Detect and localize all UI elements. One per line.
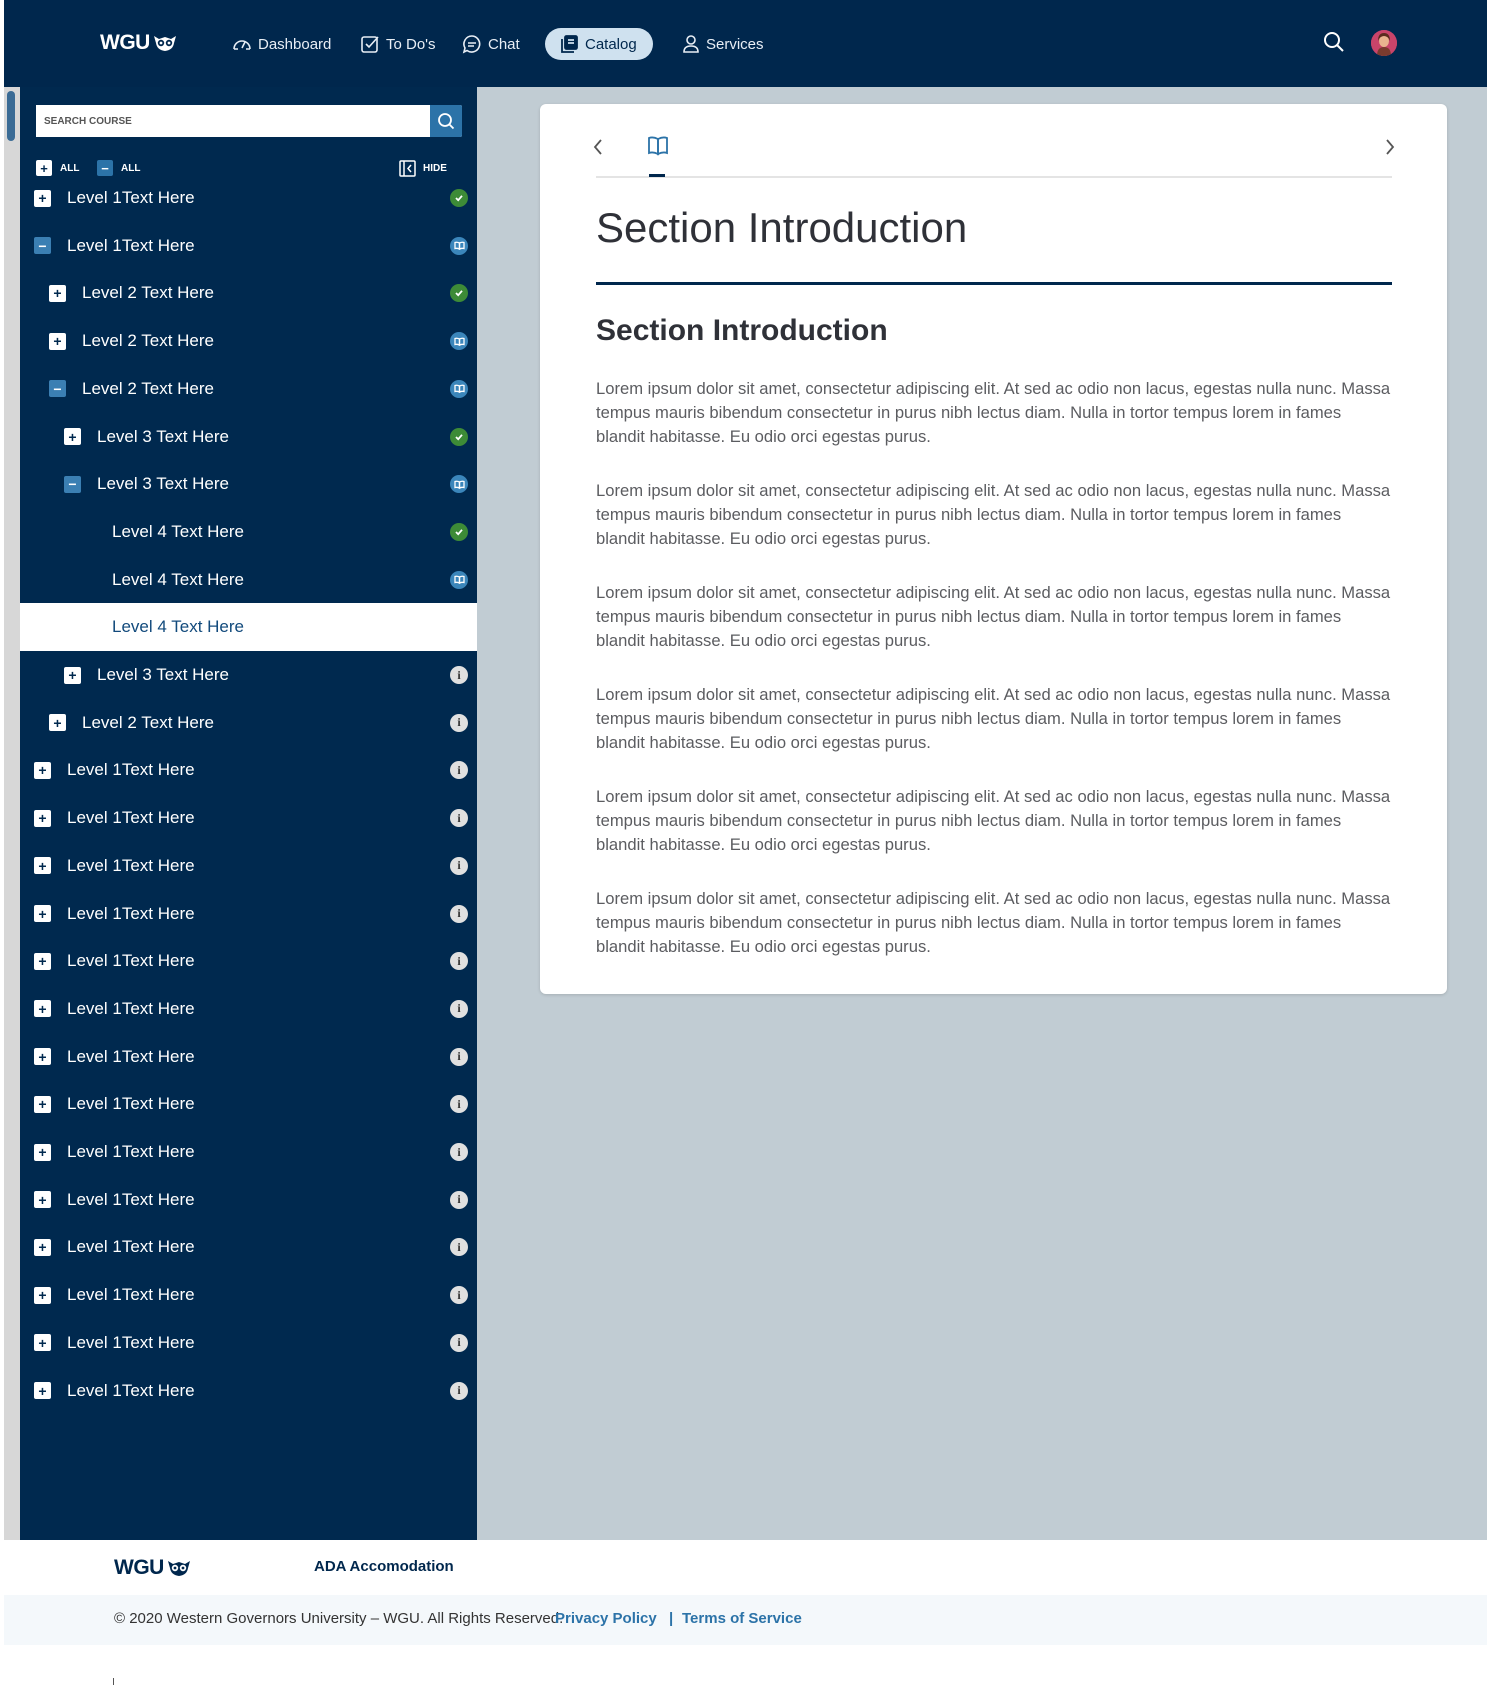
book-reading-icon <box>450 237 468 255</box>
expand-plus-icon[interactable]: + <box>34 1287 51 1304</box>
hide-label: HIDE <box>423 163 447 174</box>
nav-services[interactable] <box>682 28 764 60</box>
course-search-button[interactable] <box>430 105 462 137</box>
info-icon: i <box>450 809 468 827</box>
paragraph: Lorem ipsum dolor sit amet, consectetur adipiscing elit. At sed ac odio non lacus, egestas nulla nunc. Massa tempus mauris bibendum consectetur in purus nibh lectus diam. Nulla in tortor tempus lorem in fames blandit habitasse. Eu odio orci egestas purus. <box>596 583 1391 650</box>
info-icon: i <box>450 1143 468 1161</box>
footer-separator: | <box>669 1610 674 1627</box>
wgu-logo[interactable] <box>100 31 177 55</box>
nav-catalog[interactable] <box>545 28 653 60</box>
tree-item-level-1[interactable] <box>20 985 477 1033</box>
nav-chat[interactable] <box>462 28 520 60</box>
checkmark-complete-icon <box>450 523 468 541</box>
tree-item-label: Level 1Text Here <box>67 188 195 207</box>
expand-all-label: ALL <box>60 162 80 174</box>
tree-item-level-1[interactable] <box>20 1033 477 1081</box>
nav-dashboard-label: Dashboard <box>258 35 332 53</box>
info-icon: i <box>450 666 468 684</box>
expand-plus-icon[interactable]: + <box>34 1000 51 1017</box>
tree-item-level-1[interactable] <box>20 1223 477 1271</box>
tree-item-label: Level 1Text Here <box>67 808 195 828</box>
dashboard-gauge-icon <box>232 35 252 53</box>
paragraph: Lorem ipsum dolor sit amet, consectetur adipiscing elit. At sed ac odio non lacus, egestas nulla nunc. Massa tempus mauris bibendum consectetur in purus nibh lectus diam. Nulla in tortor tempus lorem in fames blandit habitasse. Eu odio orci egestas purus. <box>596 379 1391 446</box>
expand-plus-icon[interactable]: + <box>49 285 66 302</box>
tree-item-label: Level 3 Text Here <box>97 426 229 446</box>
book-reading-icon <box>450 380 468 398</box>
checkmark-complete-icon <box>450 284 468 302</box>
page-scrollbar-thumb[interactable] <box>7 91 15 141</box>
previous-section-button[interactable] <box>590 136 606 163</box>
tree-item-level-1[interactable] <box>20 937 477 985</box>
tree-item-level-2[interactable] <box>20 317 477 365</box>
info-icon: i <box>450 1286 468 1304</box>
text-cursor <box>113 1678 114 1685</box>
tree-item-level-3[interactable] <box>20 651 477 699</box>
info-icon: i <box>450 1238 468 1256</box>
copyright-text: © 2020 Western Governors University – WGU. All Rights Reserved. <box>114 1610 564 1627</box>
course-navigation-sidebar <box>20 87 477 1540</box>
tree-item-level-1[interactable] <box>20 1128 477 1176</box>
wgu-logo-text: WGU <box>100 31 150 54</box>
page-title: Section Introduction <box>596 204 968 251</box>
tree-item-label: Level 2 Text Here <box>82 283 214 303</box>
tree-item-level-4[interactable] <box>20 556 477 604</box>
checkmark-complete-icon <box>450 428 468 446</box>
info-icon: i <box>450 1382 468 1400</box>
privacy-policy-link[interactable]: Privacy Policy <box>555 1610 657 1627</box>
footer-logo-text: WGU <box>114 1556 164 1579</box>
user-avatar-icon <box>1371 30 1397 56</box>
tree-item-level-1[interactable] <box>20 842 477 890</box>
tree-item-label: Level 4 Text Here <box>112 569 244 589</box>
course-search <box>36 105 462 137</box>
expand-plus-icon[interactable]: + <box>34 190 51 207</box>
expand-plus-icon[interactable]: + <box>34 1144 51 1161</box>
tree-item-label: Level 4 Text Here <box>112 521 244 541</box>
book-reading-icon <box>450 475 468 493</box>
search-icon <box>1323 31 1345 53</box>
minus-icon: − <box>97 160 113 176</box>
tree-item-label: Level 1Text Here <box>67 1285 195 1305</box>
book-reading-icon <box>450 332 468 350</box>
info-icon: i <box>450 1000 468 1018</box>
tree-item-level-1[interactable] <box>20 1176 477 1224</box>
tree-item-label: Level 1Text Here <box>67 855 195 875</box>
tree-item-label: Level 1Text Here <box>67 1380 195 1400</box>
tree-item-label: Level 1Text Here <box>67 1237 195 1257</box>
terms-of-service-link[interactable]: Terms of Service <box>682 1610 802 1627</box>
person-icon <box>682 34 700 54</box>
chat-bubble-icon <box>462 34 482 54</box>
tree-item-label: Level 1Text Here <box>67 1332 195 1352</box>
footer-wgu-logo[interactable] <box>114 1556 191 1580</box>
info-icon: i <box>450 761 468 779</box>
expand-plus-icon[interactable]: + <box>34 1334 51 1351</box>
paragraph: Lorem ipsum dolor sit amet, consectetur adipiscing elit. At sed ac odio non lacus, egestas nulla nunc. Massa tempus mauris bibendum consectetur in purus nibh lectus diam. Nulla in tortor tempus lorem in fames blandit habitasse. Eu odio orci egestas purus. <box>596 889 1391 956</box>
nav-catalog-label: Catalog <box>585 35 637 53</box>
collapse-minus-icon[interactable]: − <box>34 237 51 254</box>
checkmark-complete-icon <box>450 189 468 207</box>
expand-plus-icon[interactable]: + <box>34 762 51 779</box>
nav-todos-label: To Do's <box>386 35 436 53</box>
tree-item-level-1[interactable] <box>20 746 477 794</box>
content-card <box>540 104 1447 994</box>
expand-plus-icon[interactable]: + <box>64 428 81 445</box>
avatar[interactable] <box>1371 30 1397 56</box>
footer <box>4 1540 1487 1595</box>
tree-item-level-1[interactable] <box>20 1080 477 1128</box>
active-tab-indicator <box>649 174 665 177</box>
tree-item-label: Level 1Text Here <box>67 998 195 1018</box>
paragraph: Lorem ipsum dolor sit amet, consectetur adipiscing elit. At sed ac odio non lacus, egestas nulla nunc. Massa tempus mauris bibendum consectetur in purus nibh lectus diam. Nulla in tortor tempus lorem in fames blandit habitasse. Eu odio orci egestas purus. <box>596 685 1391 752</box>
chevron-left-icon <box>590 136 606 158</box>
nav-chat-label: Chat <box>488 35 520 53</box>
nav-dashboard[interactable] <box>232 28 331 60</box>
tree-item-level-1[interactable] <box>20 1367 477 1415</box>
checkbox-icon <box>360 34 380 54</box>
tree-item-level-1[interactable] <box>20 174 477 222</box>
tree-item-level-2[interactable] <box>20 269 477 317</box>
page-scrollbar-track[interactable] <box>4 87 20 1540</box>
ada-accommodation-link[interactable]: ADA Accomodation <box>314 1558 454 1575</box>
paragraph: Lorem ipsum dolor sit amet, consectetur adipiscing elit. At sed ac odio non lacus, egestas nulla nunc. Massa tempus mauris bibendum consectetur in purus nibh lectus diam. Nulla in tortor tempus lorem in fames blandit habitasse. Eu odio orci egestas purus. <box>596 787 1391 854</box>
expand-plus-icon[interactable]: + <box>34 1048 51 1065</box>
owl-icon <box>153 34 177 52</box>
tree-item-level-1[interactable] <box>20 794 477 842</box>
tree-item-label: Level 1Text Here <box>67 1189 195 1209</box>
info-icon: i <box>450 1095 468 1113</box>
tree-item-level-1[interactable] <box>20 1271 477 1319</box>
catalog-books-icon <box>559 34 579 54</box>
tree-item-level-3[interactable] <box>20 460 477 508</box>
info-icon: i <box>450 952 468 970</box>
tree-item-label: Level 3 Text Here <box>97 474 229 494</box>
expand-plus-icon[interactable]: + <box>34 857 51 874</box>
tree-item-level-1[interactable] <box>20 222 477 270</box>
tree-item-level-4[interactable] <box>20 508 477 556</box>
tree-item-label: Level 4 Text Here <box>112 617 244 637</box>
search-button[interactable] <box>1323 31 1345 58</box>
tab-reading[interactable] <box>646 135 670 162</box>
owl-icon <box>167 1559 191 1577</box>
plus-icon: + <box>36 160 52 176</box>
tree-item-level-3[interactable] <box>20 413 477 461</box>
next-section-button[interactable] <box>1382 136 1398 163</box>
expand-plus-icon[interactable]: + <box>34 1096 51 1113</box>
expand-plus-icon[interactable]: + <box>34 905 51 922</box>
info-icon: i <box>450 1334 468 1352</box>
tree-item-level-1[interactable] <box>20 890 477 938</box>
collapse-all-label: ALL <box>121 162 141 174</box>
info-icon: i <box>450 905 468 923</box>
search-icon <box>437 112 455 130</box>
expand-plus-icon[interactable]: + <box>49 714 66 731</box>
collapse-minus-icon[interactable]: − <box>49 380 66 397</box>
expand-plus-icon[interactable]: + <box>34 810 51 827</box>
book-reading-icon <box>450 571 468 589</box>
top-navigation-bar <box>4 0 1487 87</box>
nav-todos[interactable] <box>360 28 436 60</box>
info-icon: i <box>450 1191 468 1209</box>
tree-item-label: Level 1Text Here <box>67 903 195 923</box>
chevron-right-icon <box>1382 136 1398 158</box>
tree-item-label: Level 1Text Here <box>67 760 195 780</box>
tree-item-label: Level 3 Text Here <box>97 665 229 684</box>
collapse-minus-icon[interactable]: − <box>64 476 81 493</box>
expand-plus-icon[interactable]: + <box>34 953 51 970</box>
tree-item-label: Level 2 Text Here <box>82 712 214 732</box>
tree-item-level-2[interactable] <box>20 699 477 747</box>
expand-plus-icon[interactable]: + <box>34 1191 51 1208</box>
tree-item-label: Level 2 Text Here <box>82 331 214 351</box>
tab-divider <box>596 176 1392 178</box>
tree-item-label: Level 1Text Here <box>67 1046 195 1066</box>
tree-item-level-1[interactable] <box>20 1319 477 1367</box>
title-divider <box>596 282 1392 285</box>
expand-plus-icon[interactable]: + <box>34 1239 51 1256</box>
section-heading: Section Introduction <box>596 314 888 347</box>
paragraph: Lorem ipsum dolor sit amet, consectetur adipiscing elit. At sed ac odio non lacus, egestas nulla nunc. Massa tempus mauris bibendum consectetur in purus nibh lectus diam. Nulla in tortor tempus lorem in fames blandit habitasse. Eu odio orci egestas purus. <box>596 481 1391 548</box>
tree-item-label: Level 1Text Here <box>67 1142 195 1161</box>
nav-services-label: Services <box>706 35 764 53</box>
expand-plus-icon[interactable]: + <box>49 333 66 350</box>
tree-item-label: Level 1Text Here <box>67 951 195 971</box>
info-icon: i <box>450 714 468 732</box>
tree-item-level-4[interactable] <box>20 603 505 651</box>
open-book-icon <box>646 135 670 157</box>
tree-item-label: Level 1Text Here <box>67 1094 195 1114</box>
expand-plus-icon[interactable]: + <box>64 667 81 684</box>
tree-item-label: Level 1Text Here <box>67 235 195 255</box>
course-search-input[interactable] <box>36 105 430 137</box>
tree-item-label: Level 2 Text Here <box>82 378 214 398</box>
tree-item-level-2[interactable] <box>20 365 477 413</box>
info-icon: i <box>450 857 468 875</box>
info-icon: i <box>450 1048 468 1066</box>
expand-plus-icon[interactable]: + <box>34 1382 51 1399</box>
